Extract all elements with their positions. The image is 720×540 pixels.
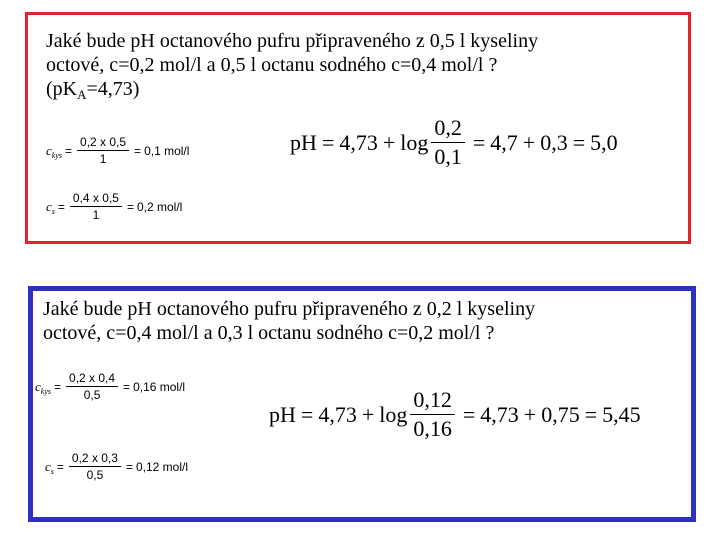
cs-formula: $c_s$ = $\frac{0,4 x 0,5}{1}$ = 0,2 mol/l	[46, 191, 183, 222]
cs-formula: $c_s$ = $\frac{0,2 x 0,3}{0,5}$ = 0,12 mol/l	[45, 451, 188, 482]
question-line: Jaké bude pH octanového pufru připraveného z 0,2 l kyseliny	[43, 298, 536, 320]
pka-given: $(pK_A=4,73)$	[46, 78, 140, 102]
ratio-fraction: $\frac{0,2}{0,1}$	[431, 115, 465, 170]
ratio-fraction: $\frac{0,12}{0,16}$	[410, 387, 455, 442]
cs-fraction: $\frac{0,4 x 0,5}{1}$	[70, 191, 122, 222]
problem-1-box	[25, 12, 691, 244]
question-line: Jaké bude pH octanového pufru připraveného z 0,5 l kyseliny	[46, 30, 539, 52]
ckys-fraction: $\frac{0,2 x 0,4}{0,5}$	[66, 371, 118, 402]
problem-1-question	[46, 29, 538, 101]
problem-2-question	[43, 297, 535, 345]
problem-2-box	[28, 286, 696, 522]
ph-equation: pH = 4,73 + log $\frac{0,2}{0,1}$ = 4,7 + 0,3 = 5,0	[290, 115, 618, 169]
ph-equation: pH = 4,73 + log $\frac{0,12}{0,16}$ = 4,73 + 0,75 = 5,45	[269, 387, 641, 441]
cs-fraction: $\frac{0,2 x 0,3}{0,5}$	[69, 451, 121, 482]
ckys-formula: $c_{kys}$ = $\frac{0,2 x 0,5}{1}$ = 0,1 mol/l	[46, 135, 190, 166]
question-line: octové, c=0,2 mol/l a 0,5 l octanu sodného c=0,4 mol/l ?	[46, 54, 498, 76]
ckys-result: 0,1 mol/l	[144, 143, 190, 158]
ckys-fraction: $\frac{0,2 x 0,5}{1}$	[77, 135, 129, 166]
ph-result: 5,45	[602, 401, 641, 427]
question-line: octové, c=0,4 mol/l a 0,3 l octanu sodného c=0,2 mol/l ?	[43, 322, 495, 344]
ckys-result: 0,16 mol/l	[133, 379, 186, 394]
ckys-formula: $c_{kys}$ = $\frac{0,2 x 0,4}{0,5}$ = 0,16 mol/l	[35, 371, 186, 402]
cs-result: 0,2 mol/l	[136, 199, 183, 214]
cs-result: 0,12 mol/l	[135, 459, 188, 474]
ph-result: 5,0	[590, 129, 618, 155]
